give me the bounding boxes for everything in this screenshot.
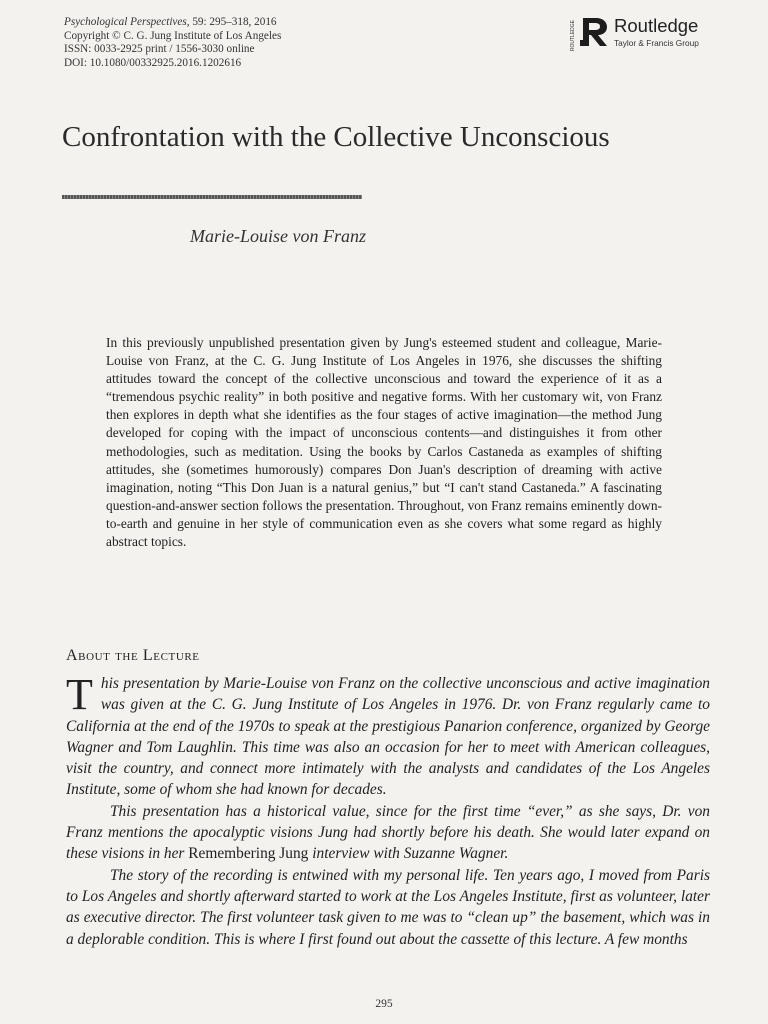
journal-citation [64,16,281,30]
title-divider [62,195,362,199]
page-number: 295 [375,998,393,1010]
doi-line: DOI: 10.1080/00332925.2016.1202616 [64,56,242,69]
drop-cap: T [66,670,93,719]
abstract: In this previously unpublished presentation given by Jung's esteemed student and colleague, Marie-Louise von Franz, at the C. G. Jung Institute of Los Angeles in 1976, she discusses the shifting attitudes toward the concept of the collective unconscious and toward the experience of it as a “tremendous psychic reality” in both positive and negative forms. With her customary wit, von Franz then explores in depth what she identifies as the four stages of active imagination—the method Jung developed for coping with the impact of unconscious contents—and distinguishes it from other methodologies, such as meditation. Using the books by Carlos Castaneda as examples of shifting attitudes, she (sometimes humorously) compares Don Juan's description of dreaming with active imagination, noting “This Don Juan is a natural genius,” but “I can't stand Castaneda.” A fascinating question-and-answer section follows the presentation. Throughout, von Franz remains eminently down-to-earth and genuine in her style of communication even as she covers what some regard as highly abstract topics. [106,335,662,550]
publisher-group: Taylor & Francis Group [614,38,699,48]
paragraph-1 [66,670,710,801]
issn-line: ISSN: 0033-2925 print / 1556-3030 online [64,43,255,56]
journal-name: Psychological Perspectives, [64,16,190,28]
journal-volume: 59: 295–318, 2016 [189,16,277,28]
paragraph-1-text: his presentation by Marie-Louise von Franz on the collective unconscious and active imagination was given at the C. G. Jung Institute of Los Angeles in 1976. Dr. von Franz regularly came to California at the end of the 1970s to speak at the prestigious Panarion conference, organized by George Wagner and Tom Laughlin. This time was also an occasion for her to meet with American colleagues, visit the country, and connect more intimately with the analysts and candidates of the Los Angeles Institute, some of whom she had known for decades. [66,675,710,799]
article-title: Confrontation with the Collective Unconscious [62,121,610,153]
article-author: Marie-Louise von Franz [190,226,366,246]
body-text [66,670,710,950]
paragraph-2-text-a: This presentation has a historical value, since for the first time “ever,” as she says, Dr. von Franz mentions the apocalyptic visions Jung had shortly before his death. She would later expand on these visions in her [66,802,710,863]
routledge-r-logo-icon [580,16,610,48]
book-title: Remembering Jung [188,845,309,863]
publisher-vertical-text: ROUTLEDGE [570,20,576,52]
paragraph-2 [66,801,710,865]
article-meta [64,16,281,70]
paragraph-3: The story of the recording is entwined with my personal life. Ten years ago, I moved from Paris to Los Angeles and shortly afterward started to work at the Los Angeles Institute, first as volunteer, later as executive director. The first volunteer task given to me was to “clean up” the basement, which was in a deplorable condition. This is where I first found out about the cassette of this lecture. A few months [66,866,710,948]
section-heading: About the Lecture [66,647,200,664]
publisher-name: Routledge [614,15,699,36]
copyright-line: Copyright © C. G. Jung Institute of Los Angeles [64,29,282,42]
paragraph-2-text-b: interview with Suzanne Wagner. [308,845,509,863]
